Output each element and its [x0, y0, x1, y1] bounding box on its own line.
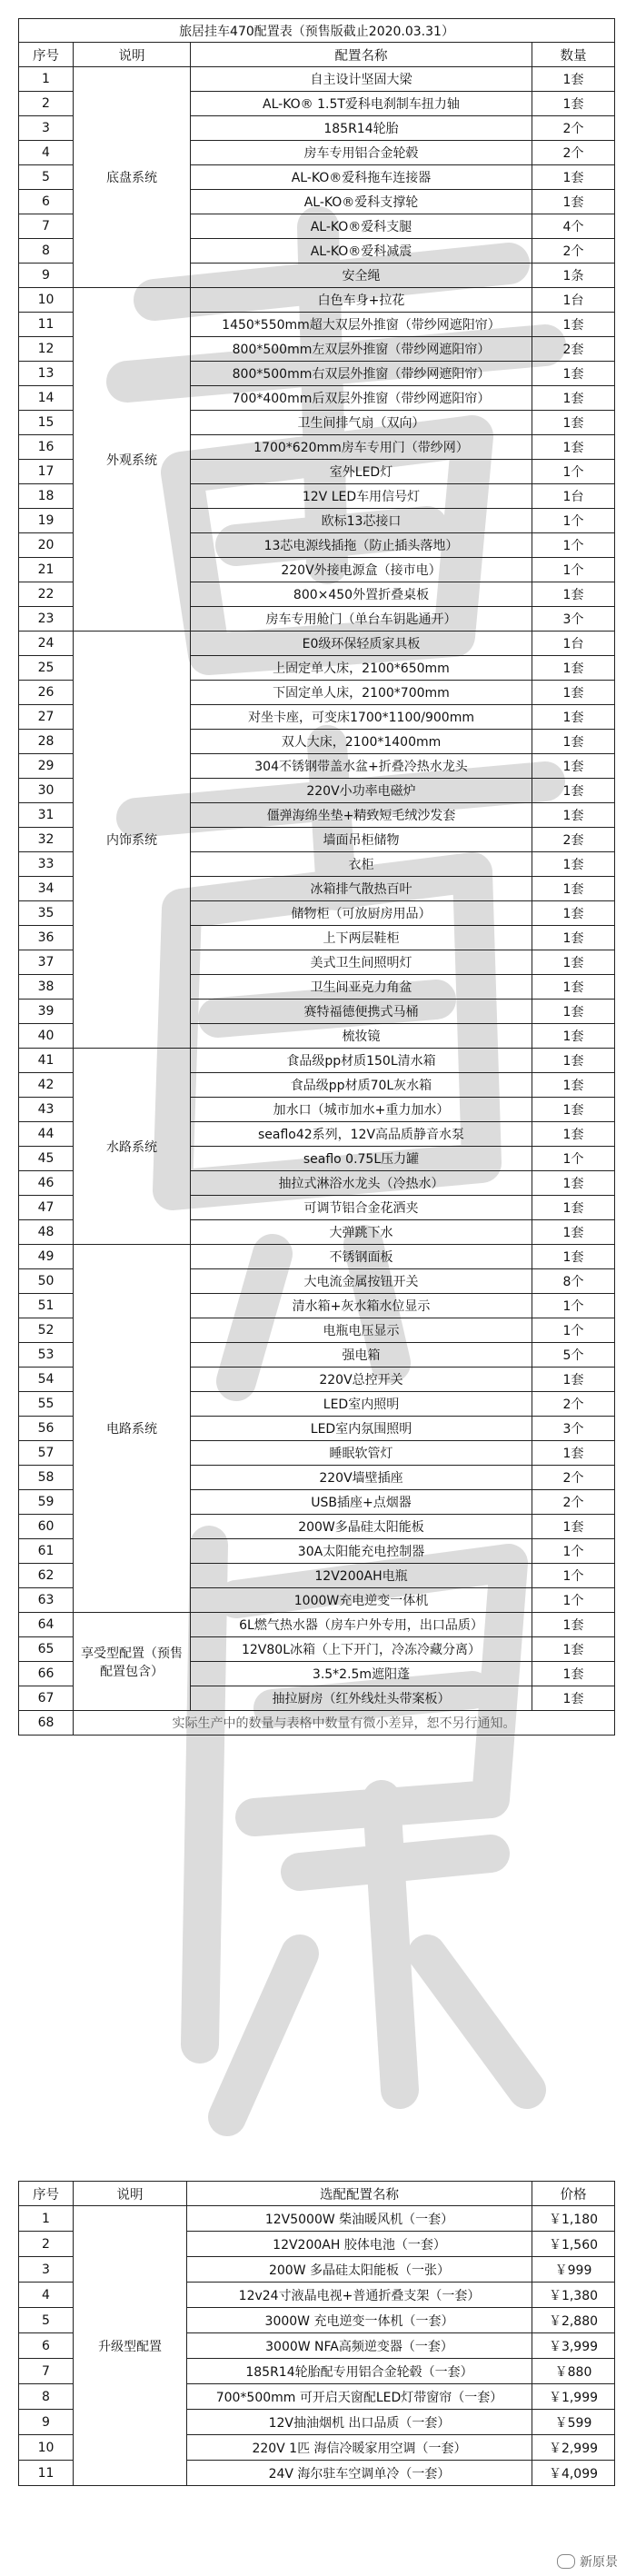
row-number: 22	[19, 582, 74, 607]
row-number: 9	[19, 264, 74, 288]
header-no: 序号	[19, 2182, 74, 2206]
item-name: 185R14轮胎	[191, 116, 532, 141]
item-qty: 1套	[532, 1122, 615, 1147]
credit-text: 新原景	[580, 2555, 618, 2570]
item-qty: 2个	[532, 1466, 615, 1490]
row-number: 57	[19, 1441, 74, 1466]
row-number: 24	[19, 632, 74, 656]
item-qty: 1套	[532, 313, 615, 337]
header-no: 序号	[19, 43, 74, 67]
item-name: 220V总控开关	[191, 1368, 532, 1392]
item-price: ￥999	[532, 2257, 615, 2283]
item-name: 12V LED车用信号灯	[191, 484, 532, 509]
row-number: 2	[19, 2232, 74, 2257]
item-name: 12V200AH 胶体电池（一套）	[187, 2232, 532, 2257]
item-qty: 1套	[532, 1073, 615, 1098]
item-qty: 1套	[532, 975, 615, 1000]
item-qty: 1套	[532, 1368, 615, 1392]
item-qty: 1套	[532, 681, 615, 705]
row-number: 54	[19, 1368, 74, 1392]
item-name: E0级环保轻质家具板	[191, 632, 532, 656]
item-qty: 1套	[532, 1441, 615, 1466]
item-name: 3000W NFA高频逆变器（一套）	[187, 2333, 532, 2359]
item-name: 24V 海尔驻车空调单冷（一套）	[187, 2461, 532, 2486]
row-number: 65	[19, 1637, 74, 1662]
table-row	[19, 632, 615, 656]
item-qty: 1套	[532, 901, 615, 926]
row-number: 16	[19, 435, 74, 460]
item-qty: 2个	[532, 1392, 615, 1417]
row-number: 43	[19, 1098, 74, 1122]
item-qty: 1套	[532, 803, 615, 828]
item-name: 700*400mm后双层外推窗（带纱网遮阳帘）	[191, 386, 532, 411]
item-name: USB插座+点烟器	[191, 1490, 532, 1515]
row-number: 18	[19, 484, 74, 509]
row-number: 64	[19, 1613, 74, 1637]
row-number: 6	[19, 190, 74, 214]
row-number: 53	[19, 1343, 74, 1368]
item-name: 220V 1匹 海信冷暖家用空调（一套）	[187, 2435, 532, 2461]
group-label: 内饰系统	[74, 632, 191, 1049]
item-qty: 1套	[532, 1098, 615, 1122]
row-number: 15	[19, 411, 74, 435]
item-qty: 1套	[532, 1171, 615, 1196]
item-price: ￥1,180	[532, 2206, 615, 2232]
row-number: 4	[19, 2283, 74, 2308]
item-qty: 1台	[532, 288, 615, 313]
table-row	[19, 1245, 615, 1269]
item-qty: 1个	[532, 1147, 615, 1171]
row-number: 11	[19, 2461, 74, 2486]
row-number: 51	[19, 1294, 74, 1318]
table-row	[19, 2206, 615, 2232]
item-qty: 1个	[532, 558, 615, 582]
item-qty: 1套	[532, 950, 615, 975]
row-number: 44	[19, 1122, 74, 1147]
row-number: 1	[19, 2206, 74, 2232]
row-number: 39	[19, 1000, 74, 1024]
item-qty: 1套	[532, 411, 615, 435]
row-number: 4	[19, 141, 74, 165]
row-number: 38	[19, 975, 74, 1000]
table-title: 旅居挂车470配置表（预售版截止2020.03.31）	[19, 19, 615, 43]
item-name: 电瓶电压显示	[191, 1318, 532, 1343]
row-number: 62	[19, 1564, 74, 1588]
item-name: 上下两层鞋柜	[191, 926, 532, 950]
table-row	[19, 288, 615, 313]
header-price: 价格	[532, 2182, 615, 2206]
item-name: 食品级pp材质150L清水箱	[191, 1049, 532, 1073]
row-number: 31	[19, 803, 74, 828]
item-name: 30A太阳能充电控制器	[191, 1539, 532, 1564]
item-qty: 1套	[532, 852, 615, 877]
item-name: 房车专用铝合金轮毂	[191, 141, 532, 165]
wechat-logo-icon	[557, 2554, 575, 2569]
item-name: 1700*620mm房车专用门（带纱网）	[191, 435, 532, 460]
item-name: 安全绳	[191, 264, 532, 288]
item-name: 700*500mm 可开启天窗配LED灯带窗帘（一套）	[187, 2384, 532, 2410]
row-number: 6	[19, 2333, 74, 2359]
row-number: 28	[19, 730, 74, 754]
item-qty: 1套	[532, 656, 615, 681]
table-row	[19, 1613, 615, 1637]
row-number: 23	[19, 607, 74, 632]
item-qty: 1条	[532, 264, 615, 288]
row-number: 14	[19, 386, 74, 411]
item-name: 衣柜	[191, 852, 532, 877]
item-qty: 2套	[532, 337, 615, 362]
row-number: 25	[19, 656, 74, 681]
item-qty: 1套	[532, 1686, 615, 1711]
item-price: ￥1,560	[532, 2232, 615, 2257]
row-number: 55	[19, 1392, 74, 1417]
row-number: 5	[19, 165, 74, 190]
item-qty: 1套	[532, 779, 615, 803]
row-number: 35	[19, 901, 74, 926]
row-number: 27	[19, 705, 74, 730]
item-name: 睡眠软管灯	[191, 1441, 532, 1466]
item-name: 200W多晶硅太阳能板	[191, 1515, 532, 1539]
row-number: 33	[19, 852, 74, 877]
header-qty: 数量	[532, 43, 615, 67]
item-qty: 1套	[532, 1049, 615, 1073]
note-text: 实际生产中的数量与表格中数量有微小差异，恕不另行通知。	[74, 1711, 615, 1736]
item-name: 对坐卡座，可变床1700*1100/900mm	[191, 705, 532, 730]
item-qty: 1套	[532, 190, 615, 214]
row-number: 41	[19, 1049, 74, 1073]
row-number: 29	[19, 754, 74, 779]
item-qty: 1套	[532, 730, 615, 754]
item-qty: 1套	[532, 705, 615, 730]
item-name: 185R14轮胎配专用铝合金轮毂（一套）	[187, 2359, 532, 2384]
row-number: 40	[19, 1024, 74, 1049]
item-qty: 1个	[532, 509, 615, 533]
item-name: 食品级pp材质70L灰水箱	[191, 1073, 532, 1098]
row-number: 13	[19, 362, 74, 386]
item-name: 220V外接电源盒（接市电）	[191, 558, 532, 582]
item-name: 强电箱	[191, 1343, 532, 1368]
item-name: LED室内照明	[191, 1392, 532, 1417]
item-name: AL-KO®爱科支撑轮	[191, 190, 532, 214]
row-number: 34	[19, 877, 74, 901]
row-number: 48	[19, 1220, 74, 1245]
item-name: 抽拉式淋浴水龙头（冷热水）	[191, 1171, 532, 1196]
table-row	[19, 1049, 615, 1073]
item-name: 6L燃气热水器（房车户外专用，出口品质）	[191, 1613, 532, 1637]
item-qty: 1套	[532, 92, 615, 116]
row-number: 68	[19, 1711, 74, 1736]
row-number: 58	[19, 1466, 74, 1490]
item-qty: 1套	[532, 754, 615, 779]
row-number: 8	[19, 239, 74, 264]
item-qty: 1个	[532, 1588, 615, 1613]
item-name: 220V小功率电磁炉	[191, 779, 532, 803]
item-qty: 1套	[532, 582, 615, 607]
item-price: ￥1,380	[532, 2283, 615, 2308]
row-number: 12	[19, 337, 74, 362]
item-qty: 1套	[532, 1613, 615, 1637]
item-name: 12V200AH电瓶	[191, 1564, 532, 1588]
row-number: 59	[19, 1490, 74, 1515]
item-qty: 1个	[532, 1564, 615, 1588]
item-qty: 1套	[532, 386, 615, 411]
item-qty: 3个	[532, 1417, 615, 1441]
row-number: 66	[19, 1662, 74, 1686]
item-name: 卫生间排气扇（双向）	[191, 411, 532, 435]
table-row	[19, 67, 615, 92]
row-number: 49	[19, 1245, 74, 1269]
row-number: 17	[19, 460, 74, 484]
row-number: 30	[19, 779, 74, 803]
item-name: AL-KO®爱科支腿	[191, 214, 532, 239]
item-qty: 1套	[532, 1662, 615, 1686]
source-credit	[557, 2552, 618, 2571]
row-number: 45	[19, 1147, 74, 1171]
row-number: 56	[19, 1417, 74, 1441]
row-number: 21	[19, 558, 74, 582]
row-number: 26	[19, 681, 74, 705]
row-number: 52	[19, 1318, 74, 1343]
row-number: 5	[19, 2308, 74, 2333]
item-qty: 1套	[532, 1000, 615, 1024]
item-qty: 1套	[532, 362, 615, 386]
item-name: seaflo42系列，12V高品质静音水泵	[191, 1122, 532, 1147]
item-name: LED室内氛围照明	[191, 1417, 532, 1441]
row-number: 1	[19, 67, 74, 92]
item-price: ￥3,999	[532, 2333, 615, 2359]
row-number: 20	[19, 533, 74, 558]
row-number: 63	[19, 1588, 74, 1613]
row-number: 60	[19, 1515, 74, 1539]
item-qty: 1套	[532, 1024, 615, 1049]
group-label: 水路系统	[74, 1049, 191, 1245]
item-name: 可调节铝合金花洒夹	[191, 1196, 532, 1220]
item-qty: 1套	[532, 1245, 615, 1269]
row-number: 3	[19, 116, 74, 141]
item-qty: 1台	[532, 632, 615, 656]
item-qty: 1套	[532, 1637, 615, 1662]
row-number: 46	[19, 1171, 74, 1196]
row-number: 7	[19, 2359, 74, 2384]
row-number: 10	[19, 288, 74, 313]
row-number: 10	[19, 2435, 74, 2461]
item-price: ￥880	[532, 2359, 615, 2384]
item-name: 房车专用舱门（单台车钥匙通开）	[191, 607, 532, 632]
group-label: 电路系统	[74, 1245, 191, 1613]
item-name: 220V墙壁插座	[191, 1466, 532, 1490]
item-name: 3000W 充电逆变一体机（一套）	[187, 2308, 532, 2333]
item-qty: 1套	[532, 1515, 615, 1539]
item-name: 僵弹海绵坐垫+精致短毛绒沙发套	[191, 803, 532, 828]
item-name: 800*500mm左双层外推窗（带纱网遮阳帘）	[191, 337, 532, 362]
item-name: 白色车身+拉花	[191, 288, 532, 313]
item-name: 不锈钢面板	[191, 1245, 532, 1269]
item-name: 赛特福德便携式马桶	[191, 1000, 532, 1024]
item-name: 清水箱+灰水箱水位显示	[191, 1294, 532, 1318]
group-label: 升级型配置	[74, 2206, 187, 2486]
item-qty: 1个	[532, 1294, 615, 1318]
row-number: 42	[19, 1073, 74, 1098]
item-qty: 8个	[532, 1269, 615, 1294]
item-price: ￥1,999	[532, 2384, 615, 2410]
item-qty: 2个	[532, 141, 615, 165]
item-qty: 1套	[532, 1196, 615, 1220]
item-qty: 1套	[532, 67, 615, 92]
item-price: ￥599	[532, 2410, 615, 2435]
item-qty: 1台	[532, 484, 615, 509]
item-price: ￥2,999	[532, 2435, 615, 2461]
row-number: 8	[19, 2384, 74, 2410]
item-name: 800*500mm右双层外推窗（带纱网遮阳帘）	[191, 362, 532, 386]
item-name: 卫生间亚克力角盆	[191, 975, 532, 1000]
item-qty: 1个	[532, 460, 615, 484]
item-name: 大弹跳下水	[191, 1220, 532, 1245]
row-number: 50	[19, 1269, 74, 1294]
row-number: 32	[19, 828, 74, 852]
item-qty: 1个	[532, 1318, 615, 1343]
row-number: 36	[19, 926, 74, 950]
row-number: 3	[19, 2257, 74, 2283]
row-number: 7	[19, 214, 74, 239]
item-qty: 2个	[532, 1490, 615, 1515]
item-qty: 5个	[532, 1343, 615, 1368]
group-label: 外观系统	[74, 288, 191, 632]
group-label: 底盘系统	[74, 67, 191, 288]
item-name: AL-KO®爱科减震	[191, 239, 532, 264]
item-name: 上固定单人床，2100*650mm	[191, 656, 532, 681]
item-qty: 1套	[532, 926, 615, 950]
item-price: ￥2,880	[532, 2308, 615, 2333]
item-name: 冰箱排气散热百叶	[191, 877, 532, 901]
item-name: 大电流金属按钮开关	[191, 1269, 532, 1294]
row-number: 67	[19, 1686, 74, 1711]
item-name: 800×450外置折叠桌板	[191, 582, 532, 607]
row-number: 47	[19, 1196, 74, 1220]
item-name: 加水口（城市加水+重力加水）	[191, 1098, 532, 1122]
item-name: 美式卫生间照明灯	[191, 950, 532, 975]
item-name: 12V5000W 柴油暖风机（一套）	[187, 2206, 532, 2232]
item-name: 储物柜（可放厨房用品）	[191, 901, 532, 926]
item-name: 抽拉厨房（红外线灶头带案板）	[191, 1686, 532, 1711]
item-name: 12V80L冰箱（上下开门，冷冻冷藏分离）	[191, 1637, 532, 1662]
item-name: 200W 多晶硅太阳能板（一张）	[187, 2257, 532, 2283]
row-number: 9	[19, 2410, 74, 2435]
item-name: 下固定单人床，2100*700mm	[191, 681, 532, 705]
upgrade-table	[18, 2181, 615, 2486]
row-number: 11	[19, 313, 74, 337]
header-name: 选配配置名称	[187, 2182, 532, 2206]
item-name: AL-KO® 1.5T爱科电刹制车扭力轴	[191, 92, 532, 116]
item-qty: 2个	[532, 239, 615, 264]
config-table	[18, 18, 615, 1736]
item-name: 室外LED灯	[191, 460, 532, 484]
item-name: 12V抽油烟机 出口品质（一套）	[187, 2410, 532, 2435]
item-name: 墙面吊柜储物	[191, 828, 532, 852]
item-qty: 2个	[532, 116, 615, 141]
item-name: 1450*550mm超大双层外推窗（带纱网遮阳帘）	[191, 313, 532, 337]
item-name: 1000W充电逆变一体机	[191, 1588, 532, 1613]
item-name: 梳妆镜	[191, 1024, 532, 1049]
item-name: AL-KO®爱科拖车连接器	[191, 165, 532, 190]
item-name: 304不锈钢带盖水盆+折叠冷热水龙头	[191, 754, 532, 779]
item-name: seaflo 0.75L压力罐	[191, 1147, 532, 1171]
item-name: 3.5*2.5m遮阳蓬	[191, 1662, 532, 1686]
item-name: 欧标13芯接口	[191, 509, 532, 533]
row-number: 2	[19, 92, 74, 116]
item-qty: 2套	[532, 828, 615, 852]
item-name: 双人大床，2100*1400mm	[191, 730, 532, 754]
item-qty: 4个	[532, 214, 615, 239]
item-qty: 1个	[532, 533, 615, 558]
header-name: 配置名称	[191, 43, 532, 67]
row-number: 19	[19, 509, 74, 533]
header-desc: 说明	[74, 43, 191, 67]
item-qty: 1套	[532, 435, 615, 460]
item-qty: 1套	[532, 877, 615, 901]
item-qty: 3个	[532, 607, 615, 632]
row-number: 37	[19, 950, 74, 975]
item-price: ￥4,099	[532, 2461, 615, 2486]
item-name: 自主设计坚固大梁	[191, 67, 532, 92]
group-label: 享受型配置（预售配置包含）	[74, 1613, 191, 1711]
item-qty: 1个	[532, 1539, 615, 1564]
item-qty: 1套	[532, 1220, 615, 1245]
note-row	[19, 1711, 615, 1736]
item-name: 13芯电源线插拖（防止插头落地）	[191, 533, 532, 558]
row-number: 61	[19, 1539, 74, 1564]
item-qty: 1套	[532, 165, 615, 190]
header-desc: 说明	[74, 2182, 187, 2206]
item-name: 12v24寸液晶电视+普通折叠支架（一套）	[187, 2283, 532, 2308]
